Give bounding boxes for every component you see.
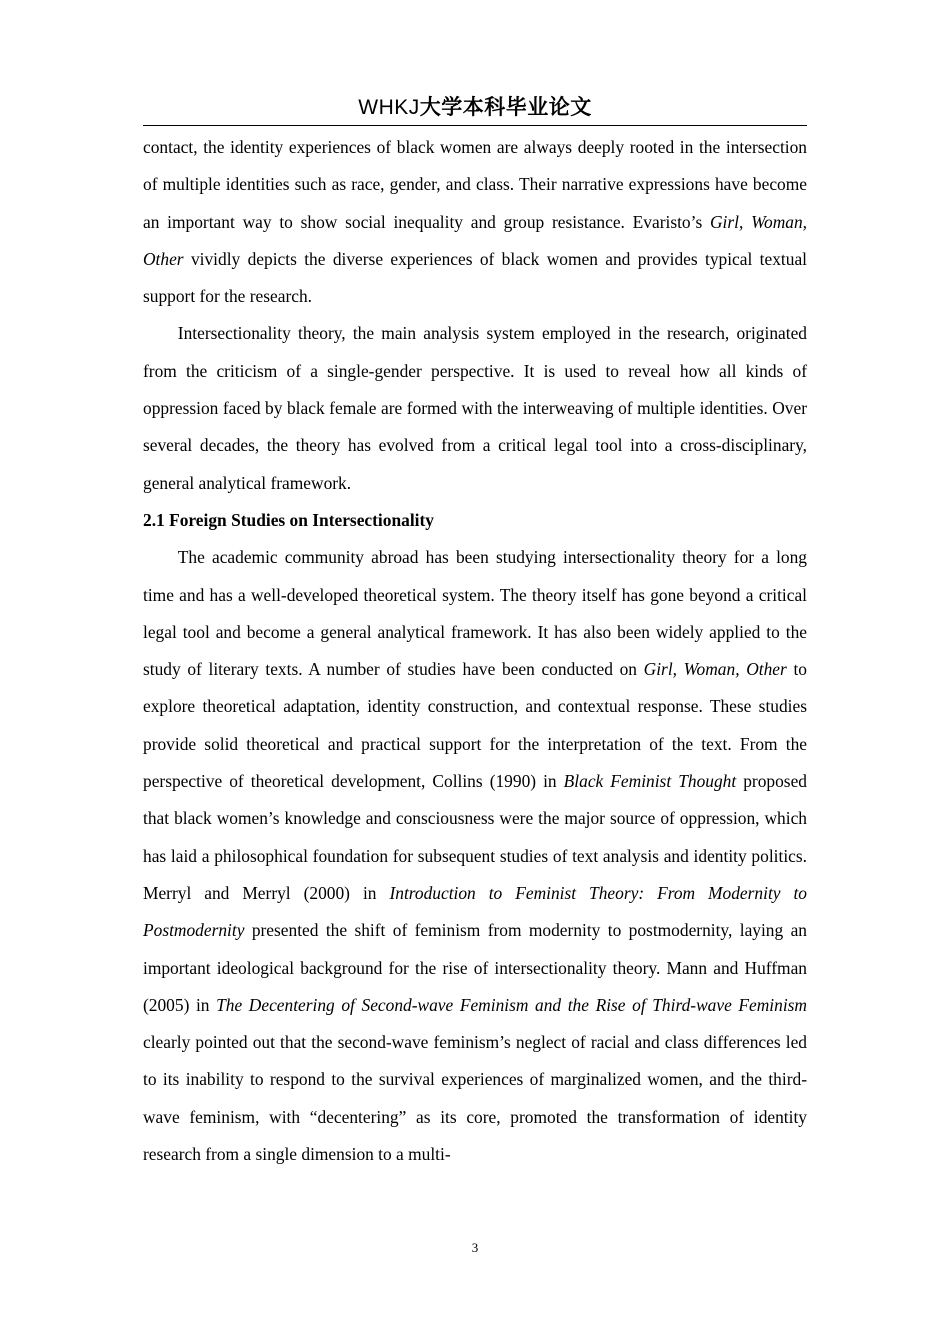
paragraph-1-text: contact, the identity experiences of black women are always deeply rooted in the intersection of multiple identities such as race, gender, and class. Their narrative expressions have become an important way to show social inequality and group resistance. Evaristo’s <box>143 137 807 232</box>
book-title-black-feminist-thought: Black Feminist Thought <box>563 771 737 792</box>
header-title: 大学本科毕业论文 <box>419 95 592 119</box>
book-title-decentering: The Decentering of Second-wave Feminism and the Rise of Third-wave Feminism <box>216 994 807 1015</box>
paragraph-3-text: to explore theoretical adaptation, identity construction, and contextual response. These studies provide solid theoretical and practical support for the interpretation of the text. From the perspective of theoretical development, Collins (1990) in <box>143 659 807 792</box>
paragraph-3-text: proposed that black women’s knowledge and consciousness were the major source of oppression, which has laid a philosophical foundation for subsequent studies of text analysis and identity politics. Merryl and Merryl (2000) in <box>143 771 807 903</box>
book-title-girl-woman-other: Girl, Woman, Other <box>643 659 787 680</box>
paragraph-1-text-end: vividly depicts the diverse experiences of black women and provides typical textual support for the research. <box>143 248 807 307</box>
section-heading: 2.1 Foreign Studies on Intersectionality <box>143 509 434 530</box>
page-number: 3 <box>471 1240 479 1255</box>
book-title-girl-woman-other: Girl, Woman, Other <box>143 211 807 269</box>
paragraph-3 <box>143 539 807 1173</box>
paragraph-3-text: The academic community abroad has been studying intersectionality theory for a long time and has a well-developed theoretical system. The theory itself has gone beyond a critical legal tool and become a general analytical framework. It has also been widely applied to the study of literary texts. A number of studies have been conducted on <box>143 547 807 680</box>
paragraph-1 <box>143 129 807 315</box>
body-text <box>143 129 807 1173</box>
paragraph-3-text: presented the shift of feminism from modernity to postmodernity, laying an important ideological background for the rise of intersectionality theory. Mann and Huffman (2005) in <box>143 920 807 1015</box>
header-school-code: WHKJ <box>358 96 420 119</box>
header-rule <box>143 125 807 126</box>
paragraph-3-text: clearly pointed out that the second-wave feminism’s neglect of racial and class differences led to its inability to respond to the survival experiences of marginalized women, and the third-wave feminism, with “decentering” as its core, promoted the transformation of identity research from a single dimension to a multi- <box>143 1032 807 1165</box>
running-header <box>143 92 807 123</box>
book-title-intro-feminist-theory: Introduction to Feminist Theory: From Modernity to Postmodernity <box>143 882 807 941</box>
paragraph-2: Intersectionality theory, the main analysis system employed in the research, originated from the criticism of a single-gender perspective. It is used to reveal how all kinds of oppression faced by black female are formed with the interweaving of multiple identities. Over several decades, the theory has evolved from a critical legal tool into a cross-disciplinary, general analytical framework. <box>143 323 807 493</box>
